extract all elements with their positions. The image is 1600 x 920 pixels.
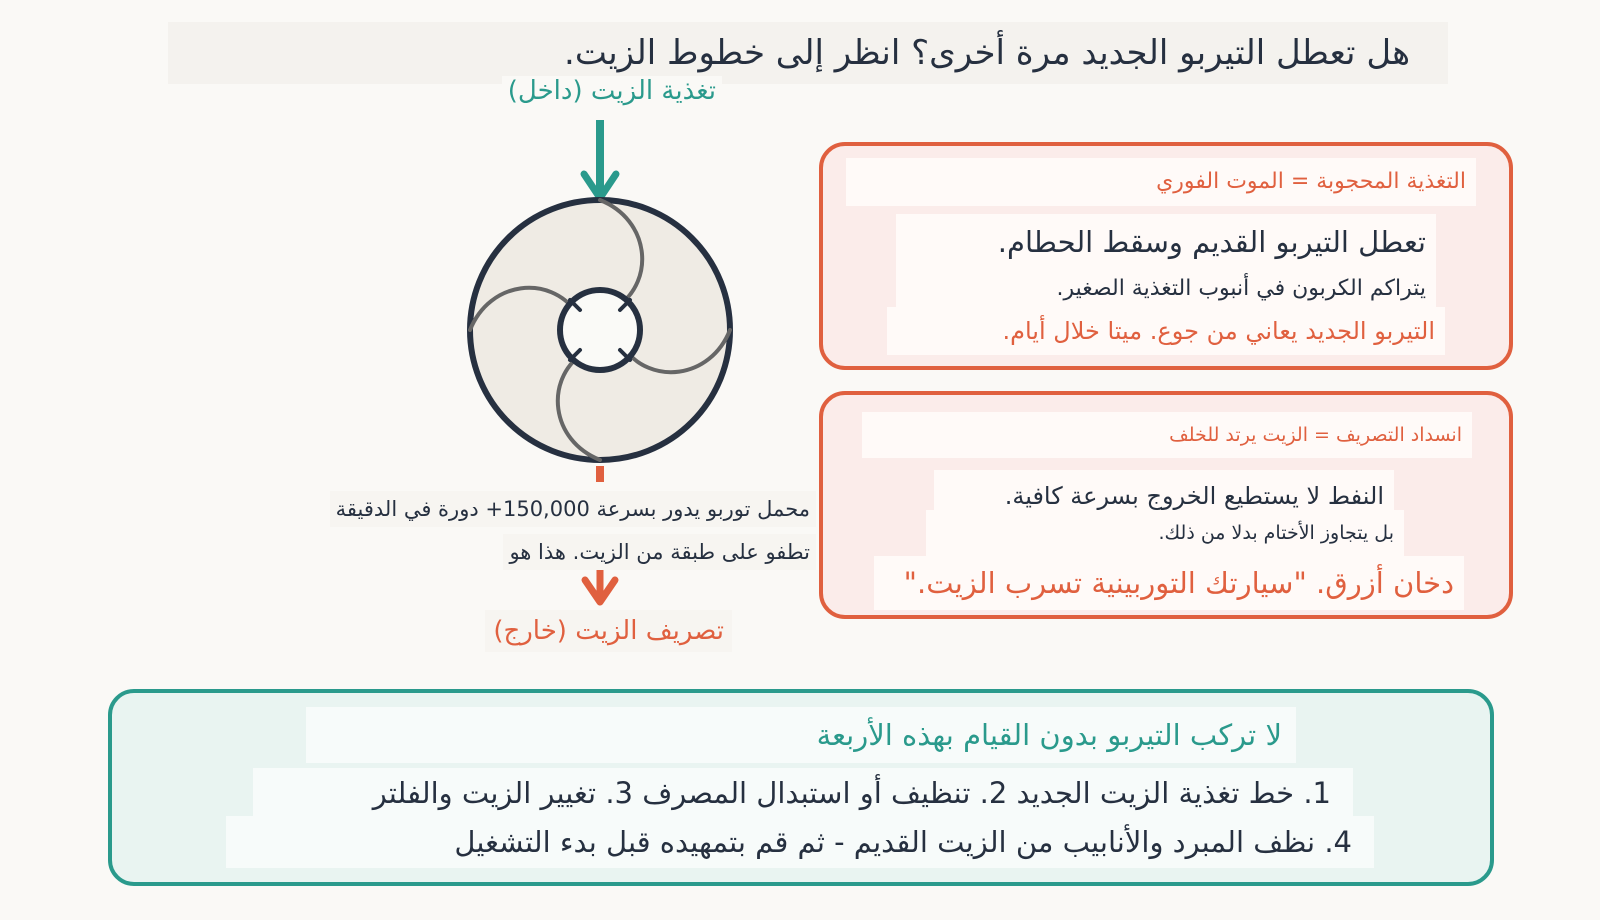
page-title: هل تعطل التيربو الجديد مرة أخرى؟ انظر إلى خطوط الزيت.	[564, 33, 1410, 73]
bearing-caption-line1: محمل توربو يدور بسرعة 150,000+ دورة في الدقيقة	[330, 491, 816, 527]
blocked-drain-heading: انسداد التصريف = الزيت يرتد للخلف	[862, 412, 1472, 458]
oil-in-label: تغذية الزيت (داخل)	[502, 76, 722, 106]
blocked-feed-line3: التيربو الجديد يعاني من جوع. ميتا خلال أيام.	[887, 307, 1445, 355]
blocked-drain-line3: دخان أزرق. "سيارتك التوربينية تسرب الزيت."	[874, 556, 1464, 610]
blocked-feed-line1: تعطل التيربو القديم وسقط الحطام.	[896, 214, 1436, 270]
bearing-caption-line2: تطفو على طبقة من الزيت. هذا هو	[503, 534, 816, 570]
checklist-line2: 4. نظف المبرد والأنابيب من الزيت القديم - ثم قم بتمهيده قبل بدء التشغيل	[226, 816, 1374, 868]
checklist-heading: لا تركب التيربو بدون القيام بهذه الأربعة	[306, 707, 1296, 763]
oil-out-label: تصريف الزيت (خارج)	[485, 610, 732, 652]
blocked-drain-line1: النفط لا يستطيع الخروج بسرعة كافية.	[934, 470, 1394, 522]
checklist-line1: 1. خط تغذية الزيت الجديد 2. تنظيف أو استبدال المصرف 3. تغيير الزيت والفلتر	[253, 768, 1353, 818]
blocked-feed-line2: يتراكم الكربون في أنبوب التغذية الصغير.	[896, 266, 1436, 312]
blocked-drain-line2: بل يتجاوز الأختام بدلا من ذلك.	[926, 510, 1404, 556]
blocked-feed-heading: التغذية المحجوبة = الموت الفوري	[846, 158, 1476, 206]
